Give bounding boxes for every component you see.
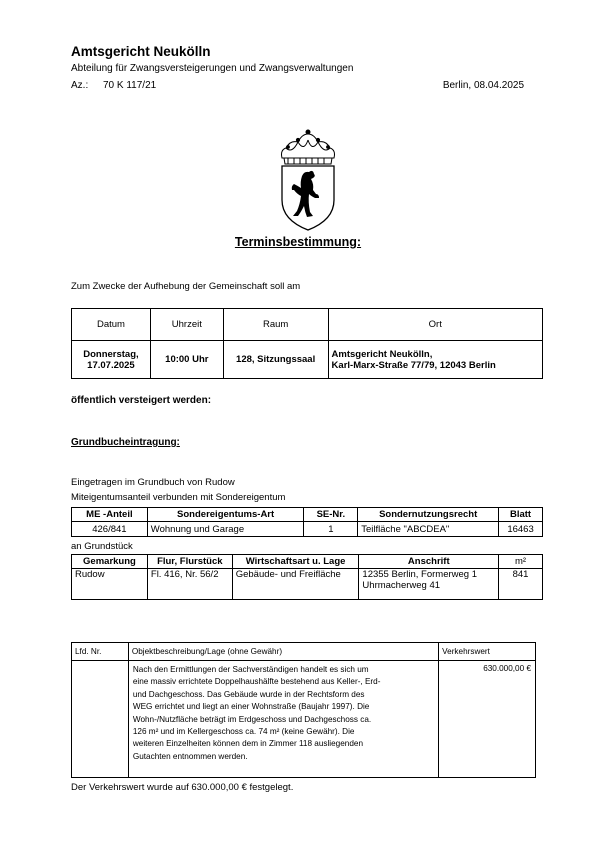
court-name: Amtsgericht Neukölln [71, 44, 211, 59]
appointment-time: 10:00 Uhr [150, 341, 223, 379]
table-cell: Wohnung und Garage [147, 522, 304, 537]
ownership-share-table [71, 507, 543, 537]
address-cell: 12355 Berlin, Formerweg 1 Uhrmacherweg 41 [359, 569, 499, 600]
property-table [71, 554, 543, 600]
table-cell: 1 [304, 522, 358, 537]
object-description-table [71, 642, 536, 778]
place-date: Berlin, 08.04.2025 [442, 80, 524, 91]
column-header-uhrzeit: Uhrzeit [150, 309, 223, 341]
table-cell: Rudow [72, 569, 148, 600]
table-cell [72, 661, 129, 778]
column-header-area: m² [499, 555, 543, 569]
grundbuch-share-text: Miteigentumsanteil verbunden mit Sondereigentum [71, 492, 286, 503]
table-cell: Fl. 416, Nr. 56/2 [147, 569, 232, 600]
table-cell: Teilfläche "ABCDEA" [358, 522, 499, 537]
column-header-anschrift: Anschrift [359, 555, 499, 569]
appointment-table [71, 308, 543, 379]
table-cell: 841 [499, 569, 543, 600]
table-cell: 16463 [499, 522, 543, 537]
file-number: 70 K 117/21 [103, 80, 157, 91]
section-heading-grundbuch: Grundbucheintragung: [71, 437, 180, 448]
column-header-se-nr: SE-Nr. [304, 508, 358, 522]
market-value: 630.000,00 € [439, 661, 536, 778]
column-header-raum: Raum [223, 309, 328, 341]
column-header-flur: Flur, Flurstück [147, 555, 232, 569]
file-number-label: Az.: [71, 80, 89, 91]
column-header-sondernutzungsrecht: Sondernutzungsrecht [358, 508, 499, 522]
column-header-wirtschaftsart: Wirtschaftsart u. Lage [232, 555, 359, 569]
column-header-me-anteil: ME -Anteil [72, 508, 148, 522]
table-cell: Gebäude- und Freifläche [232, 569, 359, 600]
page-title: Terminsbestimmung: [234, 235, 362, 249]
table-cell: 426/841 [72, 522, 148, 537]
grundbuch-register-text: Eingetragen im Grundbuch von Rudow [71, 477, 235, 488]
column-header-blatt: Blatt [499, 508, 543, 522]
column-header-sondereigentums-art: Sondereigentums-Art [147, 508, 304, 522]
object-description: Nach den Ermittlungen der Sachverständigen handelt es sich um eine massiv errichtete Doppelhaushälfte bestehend aus Keller-, Erd- und Dachgeschoss. Das Gebäude wurde in der Rechtsform des WEG errichtet und liegt an einer Wohnstraße (Baujahr 1997). Die Wohn-/Nutzfläche beträgt im Erdgeschoss und Dachgeschoss ca. 126 m² und im Kellergeschoss ca. 74 m² (keine Gewähr). Die weiteren Einzelheiten können dem in Zimmer 118 ausliegenden Gutachten entnommen werden. [128, 661, 438, 778]
column-header-objektbeschreibung: Objektbeschreibung/Lage (ohne Gewähr) [128, 643, 438, 661]
intro-text: Zum Zwecke der Aufhebung der Gemeinschaft soll am [71, 281, 301, 292]
berlin-bear-crest-icon [276, 128, 340, 232]
column-header-verkehrswert: Verkehrswert [439, 643, 536, 661]
appointment-room: 128, Sitzungssaal [223, 341, 328, 379]
column-header-lfd-nr: Lfd. Nr. [72, 643, 129, 661]
column-header-datum: Datum [72, 309, 151, 341]
closing-statement: Der Verkehrswert wurde auf 630.000,00 € festgelegt. [71, 782, 294, 793]
column-header-ort: Ort [328, 309, 542, 341]
column-header-gemarkung: Gemarkung [72, 555, 148, 569]
grundstueck-label: an Grundstück [71, 541, 133, 552]
auction-statement: öffentlich versteigert werden: [71, 395, 212, 406]
appointment-place: Amtsgericht Neukölln, Karl-Marx-Straße 77/79, 12043 Berlin [328, 341, 542, 379]
court-department: Abteilung für Zwangsversteigerungen und Zwangsverwaltungen [71, 63, 354, 74]
appointment-date: Donnerstag, 17.07.2025 [72, 341, 151, 379]
